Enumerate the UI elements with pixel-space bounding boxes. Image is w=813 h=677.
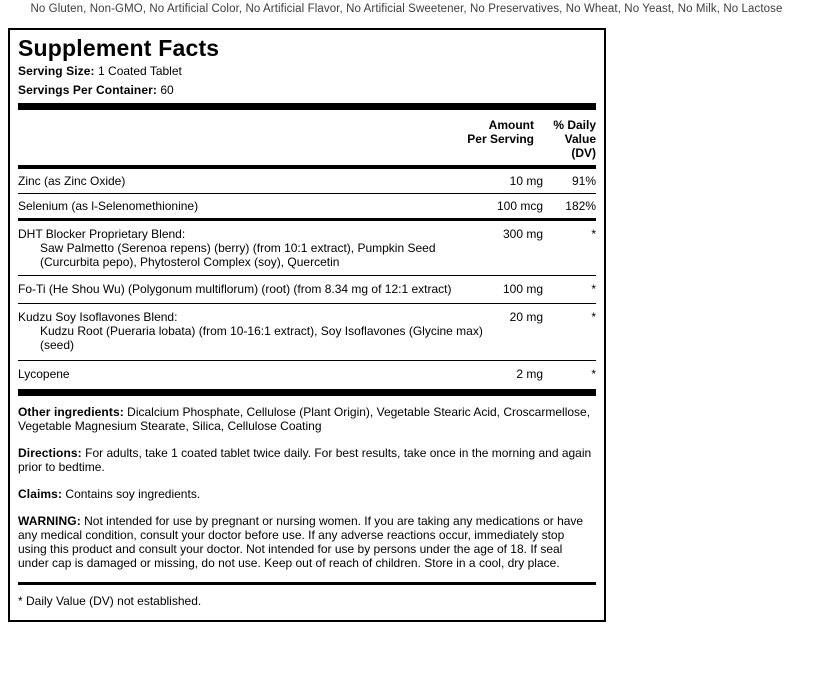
serving-size-value: 1 Coated Tablet xyxy=(98,64,182,78)
servings-per-container-line xyxy=(18,81,596,100)
table-row-zinc xyxy=(18,169,596,194)
ingredient-name: DHT Blocker Proprietary Blend: xyxy=(18,227,186,241)
amount-header-line: Per Serving xyxy=(467,132,534,146)
ingredient-name: Lycopene xyxy=(18,367,70,381)
ingredient-name: Kudzu Soy Isoflavones Blend: xyxy=(18,310,178,324)
claims-text: Contains soy ingredients. xyxy=(65,487,201,501)
daily-value-footnote: * Daily Value (DV) not established. xyxy=(18,594,202,608)
table-row-fo-ti xyxy=(18,276,596,304)
ingredient-amount: 2 mg xyxy=(516,367,543,381)
table-row-selenium xyxy=(18,194,596,221)
table-row-kudzu-soy-blend xyxy=(18,304,596,361)
ingredient-dv: 182% xyxy=(565,199,596,213)
table-header xyxy=(18,110,596,165)
ingredient-name: Selenium (as l-Selenomethionine) xyxy=(18,199,199,213)
ingredient-sub-components: Kudzu Root (Pueraria lobata) (from 10-16:1 extract), Soy Isoflavones (Glycine max) (seed) xyxy=(40,324,483,352)
warning-text: Not intended for use by pregnant or nursing women. If you are taking any medications or have any medical condition, consult your doctor before use. If any adverse reactions occur, immediately stop using this product and consult your doctor. Not intended for use by persons under the age of 18. If seal under cap is damaged or missing, do not use. Keep out of reach of children. Store in a cool, dry place. xyxy=(18,514,584,570)
ingredient-name: Fo-Ti (He Shou Wu) (Polygonum multiflorum) (root) (from 8.34 mg of 12:1 extract) xyxy=(18,282,452,296)
ingredient-amount: 10 mg xyxy=(509,174,543,188)
other-ingredients-paragraph xyxy=(18,405,596,433)
footnote-rule xyxy=(18,582,596,585)
directions-text: For adults, take 1 coated tablet twice daily. For best results, take once in the morning and again prior to bedtime. xyxy=(18,446,592,474)
ingredient-sub-components: Saw Palmetto (Serenoa repens) (berry) (from 10:1 extract), Pumpkin Seed (Curcurbita pepo), Phytosterol Complex (soy), Quercetin xyxy=(40,241,436,269)
amount-header-line: Amount xyxy=(488,118,534,132)
directions-label: Directions: xyxy=(18,446,82,460)
serving-size-label: Serving Size: xyxy=(18,64,95,78)
dv-header-line: % Daily xyxy=(553,118,596,132)
ingredient-dv: * xyxy=(591,310,596,324)
ingredient-amount: 100 mcg xyxy=(496,199,543,213)
warning-paragraph xyxy=(18,514,596,570)
ingredient-dv: * xyxy=(591,282,596,296)
ingredient-amount: 300 mg xyxy=(502,227,543,241)
claims-label: Claims: xyxy=(18,487,63,501)
dv-header-line: Value xyxy=(564,132,596,146)
dv-header-line: (DV) xyxy=(571,146,596,160)
ingredient-dv: 91% xyxy=(571,174,596,188)
thick-rule-bottom xyxy=(18,389,596,396)
thick-rule-top xyxy=(18,103,596,110)
product-claims-banner: No Gluten, Non-GMO, No Artificial Color, No Artificial Flavor, No Artificial Sweetener, No Preservatives, No Wheat, No Yeast, No Milk, No Lactose xyxy=(30,3,783,15)
servings-per-container-value: 60 xyxy=(160,83,174,97)
ingredient-amount: 20 mg xyxy=(509,310,543,324)
warning-label: WARNING: xyxy=(18,514,81,528)
daily-value-column-header xyxy=(548,118,596,160)
directions-paragraph xyxy=(18,446,596,474)
table-row-lycopene xyxy=(18,361,596,389)
ingredient-dv: * xyxy=(591,367,596,381)
other-ingredients-label: Other ingredients: xyxy=(18,405,124,419)
other-ingredients-text: Dicalcium Phosphate, Cellulose (Plant Origin), Vegetable Stearic Acid, Croscarmellose, Vegetable Magnesium Stearate, Silica, Cellulose Coating xyxy=(18,405,591,433)
table-row-dht-blocker-blend xyxy=(18,221,596,276)
panel-title: Supplement Facts xyxy=(18,35,220,61)
ingredient-name: Zinc (as Zinc Oxide) xyxy=(18,174,126,188)
servings-per-container-label: Servings Per Container: xyxy=(18,83,158,97)
ingredient-amount: 100 mg xyxy=(502,282,543,296)
serving-size-line xyxy=(18,62,596,81)
claims-paragraph xyxy=(18,487,596,501)
amount-column-header xyxy=(467,118,534,160)
ingredient-dv: * xyxy=(591,227,596,241)
supplement-facts-panel xyxy=(8,28,606,622)
